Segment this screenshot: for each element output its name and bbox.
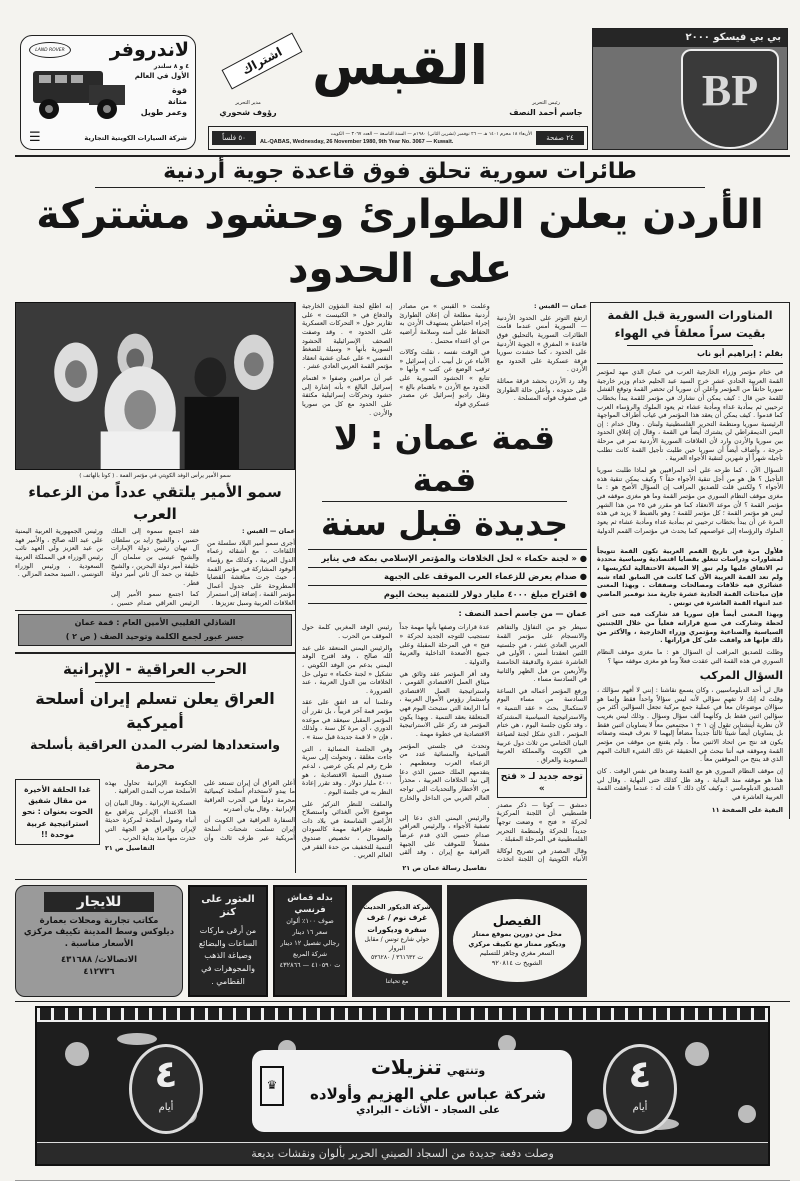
date-bar [208, 126, 588, 150]
summit-bullets [308, 549, 587, 604]
bullet-item [308, 549, 587, 567]
emir-headline: سمو الأمير يلتقي عدداً من الزعماء العرب [28, 483, 282, 523]
paragraph: السؤال الآن ، كما طرحه علي أحد المراقبين هو لماذا طلبت سوريا التأجيل ؟ هل هو من أجل تنقية الأجواء حقاً ؟ وكيف يمكن تنقية هذه الأجواء ؟ ولكنني قلت للصديق المراقب إن السؤال الأصح هو : ما مغزى موقف النظام السوري من مؤتمر القمة وما هو مغزى موقفه في مؤتمر القمة ؟ لأن موعد الانعقاد كما هو مقرر في ٢٥ من هذا الشهر ليس هو مؤتمر القمة ؛ كل مؤتمر للقمة ؛ وهو بالضبط لا يزيد في هذه المرة عن أن يبدأ بخطاب ترحيبي ثم بمأدبة غداء ومأدبة عشاء ثم يعود الملوك والرؤساء إلى عواصمهم كما يحدث في مؤتمرات القمم الدولية . [597, 466, 783, 544]
furniture-ad-title: شركة الديكور الحديث [363, 902, 431, 911]
column-headline-1: المناورات السورية قبل القمة [607, 308, 773, 322]
treasure-ad-body: من أرقى ماركات الساعات والبضائع وصياغة الذهب والمجوهرات في القطامي . [198, 925, 258, 986]
bullet-icon: ● [576, 589, 587, 600]
land-rover-ad [20, 35, 196, 150]
paragraph: وقال المصدر في تصريح لوكالة الأنباء الكويتية إن اللجنة اتخذت عدة قرارات وصفها بأنها مهمة جداً تستجيب للتوجه الجديد لحركة « فتح » في المرحلة المقبلة وعلى جميع الأصعدة الداخلية والعربية والدولية . [399, 623, 587, 864]
bullet-text: « لجنة حكماء » لحل الخلافات والمؤتمر الإسلامي بمكة في يناير [321, 553, 577, 564]
furniture-ad-oval [355, 891, 439, 974]
divider [15, 652, 295, 654]
paragraph: وتحدث في جلستي المؤتمر الصباحية والمسائية عدد من الزعماء العرب ومعظمهم ، يتقدمهم الملك حسين الذي دعا إلى نبذ الخلافات العربية ، محذراً من الأخطار والتحديات التي تواجه العالم العربي من الداخل والخارج . [399, 741, 490, 811]
bullet-item [308, 567, 587, 585]
paragraph: والرئيس اليمني الذي دعا إلى تصفية الأجواء ، والرئيس العراقي صدام حسين الذي قدم عرضاً مفصلاً للموقف على الجبهة العراقية مع إيران ، وقد ألقى رئيس الوفد المغربي كلمة حول الموقف من الحرب . [302, 623, 490, 857]
suit-ad [273, 885, 347, 997]
opinion-column [590, 302, 790, 819]
suit-ad-title: بدله قماش فرنسي [287, 892, 333, 915]
photo-caption: سمو الأمير يرأس الوفد الكويتي في مؤتمر القمة . ( كونا بالهاتف ) [79, 473, 231, 479]
war-story-row [15, 779, 295, 853]
countdown-unit: أيام [632, 1101, 648, 1113]
treasure-ad [188, 885, 268, 997]
faisal-ad-body: محل من دورين بموقع ممتاز وديكور ممتاز مع تكييف مركزي [468, 930, 566, 948]
managing-editor-label: مدير التحرير [235, 100, 261, 106]
column-sub-headline: السؤال المركب [699, 669, 783, 683]
land-rover-features [141, 86, 187, 118]
faisal-ad-phone: الشويخ ت ٩٢٠٨١٤ [491, 958, 543, 967]
notice-box [18, 614, 292, 646]
paragraph: في الوقت نفسه ، نقلت وكالات الأنباء عن تل أبيب ، أن إسرائيل « ترقب الوضع عن كثب » وأنها « تتابع » الحشود السورية على الحدود مع الأردن « باهتمام بالغ » ونقل راديو إسرائيل عن مصدر عسكري قوله [399, 348, 490, 409]
date-english: AL-QABAS, Wednesday, 26 November 1980, 9th Year No. 3067 — Kuwait. [260, 138, 454, 145]
faisal-ad-oval [453, 899, 581, 982]
bullet-item [308, 585, 587, 604]
divider [15, 610, 295, 611]
rent-ad-phone: ٤٣١٦٨٨ [60, 955, 93, 966]
paragraph: وعلمت « القبس » من مصادر أردنية مطلعة أن إعلان الطوارئ إجراء احتياطي يستهدف الأردن به الحفاظ على أمنه وسلامة أراضيه من أي اعتداء محتمل . [399, 302, 490, 345]
land-rover-badge: LAND ROVER [29, 42, 71, 58]
paragraph: كما اجتمع سمو الأمير إلى الرئيس العراقي صدام حسين ، ورئيس الجمهورية العربية اليمنية علي عبد الله صالح ، والأمير فهد بن عبد العزيز ولي العهد نائب رئيس الوزراء في المملكة العربية السعودية ، ورئيس الوزراء التونسي ، السيد محمد المزالي . [15, 527, 199, 608]
left-middle-area [15, 302, 587, 997]
price-label: ٥٠ فلساً [212, 131, 256, 145]
furniture-ad [352, 885, 442, 997]
rent-ad-phone: ٤١٢٧٣٦ [83, 967, 115, 978]
faisal-ad [447, 885, 587, 997]
bullet-text: صدام يعرض للزعماء العرب الموقف على الجبهة [383, 571, 577, 582]
left-column [15, 302, 295, 852]
land-rover-title: لاندروفر [109, 39, 189, 61]
paragraph: وبهذا المعنى أيضاً فإن سوريا قد شاركت فيه حتى آخر لحظة وشاركت في صنع قراراته فعلياً من خلال اللجنتين السياسية والصناعية ومؤتمري وزراء الخارجية ، والأكثر من ذلك فإنها قد وافقت على كل قراراتها . [597, 610, 783, 645]
emir-story-body [15, 527, 295, 608]
furniture-ad-note: مع تحياتنا [385, 977, 409, 985]
summit-headline-1: قمة عمان : لا قمة [322, 417, 567, 502]
paragraph: دمشق — كونا — ذكر مصدر فلسطيني أن اللجنة المركزية لحركة « فتح » وضعت توجهاً جديداً للحركة ولمنظمة التحرير الفلسطينية في المرحلة المقبلة . [496, 800, 587, 844]
masthead [0, 0, 800, 157]
editor-in-chief-label: رئيس التحرير [532, 100, 560, 106]
summit-byline: عمان — من جاسم أحمد النصف : [458, 609, 587, 619]
faisal-ad-title: الفيصل [492, 914, 542, 930]
paragraph: وظلت للصديق المراقب أن السؤال هو : ما مغزى موقف النظام السوري في هذه القمة التي عقدت فعلاً وما هو مغزى موقفه منها ؟ [597, 647, 783, 665]
suit-ad-line: صوف ١٠٠٪ ألوان [286, 916, 334, 925]
rent-ad-contacts [20, 954, 178, 978]
bp-logo-text: BP [701, 66, 759, 115]
rent-ad-title: للايجار [44, 892, 154, 912]
paragraph: قال لي أحد الدبلوماسيين ، وكان يسمع نقاشنا : إنني لا أفهم سؤالك ، وقلت له إنك لا تفهم سؤالي لأنه ليس سؤالاً واحداً فقط وإنما هو سؤالان موضوعان معاً في عملية جمع مركبة تجعل السؤالين أكثر من سؤالين اثنين فقط بل وكأنهما ألف سؤال وسؤال . وذلك ليس بغريب لأن نظرية أينشتاين تقول إن ١ + ١ مجتمعين معاً لا يساويان اثنين فقط بل يساويان أيضاً شيئاً ثالثاً جديداً مضافاً إليهما لا نعرف قيمته وصفاته يكون قد نتج من اتحاد الاثنين معاً . ولم يقتنع من موقف من مؤتمر القمة وموقفه فيه أننا نبحث في الحقيقة عن ذلك الشيء الثالث المهم الذي قد ينتج من الموقفين معاً . [597, 686, 783, 764]
notice-line: الشاذلي القليبي الأمين العام : قمة عمان [74, 617, 236, 627]
editor-in-chief [505, 100, 587, 118]
date-arabic: الأربعاء ١٨ محرم ١٤٠١ هـ — ٢٦ نوفمبر (تشرين الثاني) ١٩٨٠م — السنة التاسعة — العدد ٣٠٦٧ — الكويت [330, 131, 532, 137]
furniture-ad-body: غرف نوم / غرف سفرة وديكورات [366, 913, 428, 934]
furniture-ad-phones: ت ٣٦١٦٣٢ / ٥٣٦٢٨٠ [370, 953, 424, 961]
divider [15, 1001, 790, 1002]
countdown-badge-left [129, 1044, 203, 1134]
middle-column [295, 302, 587, 873]
bullet-text: اقتراح مبلغ ٤٠٠٠ مليار دولار للتنمية يبحث اليوم [383, 589, 577, 600]
series-text: غدا الحلقة الأخيرة من مقال شفيق الحوت بعنوان : نحو استراتيجية عربية موحدة !! [22, 784, 93, 839]
war-section-banner: الحرب العراقية - الإيرانية [63, 659, 247, 678]
dealer-logo-icon: ☰ [29, 130, 41, 145]
suit-ad-line: ت ٤١٠٥٩٠ — ٤٣٢٨٦٦ [279, 960, 341, 969]
paragraph: فلأول مرة في تاريخ القمم العربية تكون القمة تتويجاً لمشاورات ودراسات تتعلق بقضايا اقتصادية وسياسية محددة تم الاتفاق عليها ولم تبق إلا الصيغة الاحتفالية لتكريسها ، ولم تعد القمة العربية الآن كما كانت في السابق لقاء شبه عشائري فيه خلافات ومصالحات وصفقات . وبهذا المعنى فإن مباحثات القمة الحادية عشرة جارية منذ نوفمبر الماضي عند انتهاء القمة العاشرة في تونس . [597, 546, 783, 607]
feature: وعمر طويل [140, 107, 187, 117]
summit-photo [15, 302, 295, 470]
crown-crest-icon: ♛ [260, 1066, 284, 1106]
suit-ad-line: سعر ١٦ دينار [292, 927, 328, 936]
carpet-items: على السجاد - الأثاث - البرادي [356, 1104, 500, 1116]
paragraph: غير أن مراقبين وصفوا « اهتمام إسرائيل البالغ » بأنه إشارة إلى حشود وتحركات إسرائيلية مكثفة على الحدود مع كل من سوريا والأردن . [302, 374, 393, 417]
bp-ad [592, 28, 788, 150]
main-headline: الأردن يعلن الطوارئ وحشود مشتركة على الحدود [36, 192, 764, 292]
summit-continued: تفاصيل رسالة عمان ص ٢١ [402, 864, 487, 873]
paragraph: وعلمنا أنه قد اتفق على عقد مؤتمر قمة آخر قريباً ، بل تقرر أن المؤتمر المقبل سيعقد في موعده الدوري ، أي مرة كل سنة . ولذلك ، فإن « لا قمة جديدة قبل سنة » . [302, 698, 393, 742]
land-rover-tagline: الأول في العالم [134, 72, 189, 80]
notice-line: جسر عبور لجمع الكلمة وتوحيد الصف ( ص ٢ ) [65, 631, 245, 641]
bp-ad-title: بي بي فيسكو ٢٠٠٠ [593, 29, 787, 47]
column-headline-2: بقيت سراً معلقاً في الهواء [614, 326, 766, 340]
story-columns [15, 302, 587, 873]
series-box [15, 779, 100, 845]
war-headline-1: العراق يعلن تسلم إيران أسلحة أميركية [35, 688, 275, 732]
lead-story-body [302, 302, 587, 417]
feature: متانة [167, 96, 187, 106]
countdown-unit: أيام [158, 1101, 174, 1113]
paragraph: إن موقف النظام السوري هو مع القمة وضدها في نفس الوقت . كان هذا هو موقفه منذ البداية ، وقد ظل كذلك حتى النهاية . وقال لي الصديق الدبلوماسي : وكيف كان ذلك ؟ قلت له : عندما وافقت القمة العربية العاشرة في [597, 766, 783, 801]
managing-editor-name: رؤوف شحوري [219, 108, 277, 117]
column-body [597, 368, 783, 801]
carpet-footer: وصلت دفعة جديدة من السجاد الصيني الحرير بألوان ونقشات بديعة [37, 1142, 768, 1164]
greek-key-border [37, 1008, 768, 1022]
summit-headline-2: جديدة قبل سنة [320, 504, 569, 544]
sub-headline: توجه جديد لـ « فتح » [497, 768, 587, 798]
paragraph: في ختام مؤتمر وزراء الخارجية العرب في عمان الذي مهد لمؤتمر القمة العربية الحادي عشر خرج السيد عبد الحليم خدام وزير خارجية سوريا حانقاً من المؤتمر وأعلن أن سوريا لن تحضر القمة وتوقع الفشل للقمة حين قال : كيف يمكن أن نشارك في مؤتمر للقمة يبدأ بخطاب ترحيبي ثم بمأدبة غداء ومأدبة عشاء ثم يعود الملوك والرؤساء العرب كما قدموا . كيف يمكن أن يعقد هذا المؤتمر في غياب أطراف المواجهة الرئيسية سوريا ومنظمة التحرير الفلسطينية ولبنان . وقال خدام : إن اليمن الديمقراطي لن يشترك أيضاً في القمة ، وقال إن إغلاق الحدود بين سوريا والأردن وارد لأن العلاقات السورية الأردنية تمر في مرحلة حرجة ، وأضاف أيضاً أن سوريا حين طلبت تأجيل القمة كانت تطلب تأجيله شهراً أو شهرين لتنقية الأجواء العربية . [597, 368, 783, 463]
paragraph: ورفع المؤتمر أعماله في الساعة السادسة من مساء اليوم لاستكمال بحث « عقد التنمية » والاستراتيجية السياسية المشتركة ، وقد تكون جلسة اليوم ، هي ختام المؤتمر ، الذي شكل لجنة لصياغة البيان الختامي من ثلاث دول عربية هي الكويت والمملكة العربية السعودية والعراق . [496, 686, 587, 764]
feature: قوة [172, 86, 187, 95]
paragraph: والملفت للنظر التركيز على موضوع الأمن الغذائي واستصلاح الأراضي الشاسعة في بلاد ذات طبيعة جغرافية مهمة كالسودان والصومال ، تخصيص صندوق التنمية للتخفيف من حدة الفقر في العالم العربي . [302, 799, 393, 860]
newspaper-logo: القبس [311, 34, 488, 97]
main-grid [0, 302, 800, 997]
suit-ad-line: رجالي تفصيل ١٢ دينار [280, 938, 340, 947]
masthead-divider [15, 155, 790, 157]
paragraph: سيطر جو من التفاؤل والتفاهم والانسجام على مؤتمر القمة العربي العادي عشر ، في جلستيه اللتين انعقدتا أمس ، الأولى في العاشرة عشرة والدقيقة الخامسة والأربعين من قبل الظهر والثانية في السادسة مساء . [496, 623, 587, 684]
furniture-ad-address: حولي شارع تونس / مقابل البروار [364, 935, 430, 952]
paragraph: فقد اجتمع سموه إلى الملك حسين ، والشيخ زايد بن سلطان آل نهيان رئيس دولة الإمارات والشيخ عيسى بن سلمان آل خليفة أمير دولة البحرين ، والشيخ خليفة بن حمد آل ثاني أمير دولة قطر . [111, 527, 199, 587]
divider [95, 682, 215, 683]
war-story [105, 779, 295, 853]
suit-ad-line: شركة المربع [292, 949, 328, 958]
editor-in-chief-name: جاسم أحمد النصف [509, 108, 583, 117]
bp-shield-logo [681, 49, 779, 149]
page-count-label: ٢٤ صفحة [536, 131, 584, 145]
rent-ad [15, 885, 183, 997]
dateline: عمان — القبس : [242, 527, 295, 535]
bullet-icon: ● [576, 571, 587, 582]
date-lines [260, 131, 532, 146]
paragraph: إنه اطلع لجنة الشؤون الخارجية والدفاع في « الكنيست » على تقارير حول « التحركات العسكرية على الحدود » . وقد وصفت الصحف الإسرائيلية الحشود السورية بأنها « وسيلة للضغط النفسي » على عمان عشية انعقاد مؤتمر القمة العربي العادي عشر . [302, 302, 393, 371]
countdown-badge-right [603, 1044, 677, 1134]
paragraph: السفارة العراقية في الكويت أن إيران تسلمت شحنات أسلحة أمريكية عبر طرف ثالث وأن الحكومة الإيرانية تحاول بهذه الأسلحة ضرب المدن العراقية . [105, 778, 295, 842]
carpet-sale-ad [35, 1006, 770, 1166]
rent-ad-phones-label: الاتصالات/ [95, 955, 138, 966]
managing-editor [208, 100, 288, 118]
column-continued: البقية على الصفحة ١١ [711, 806, 783, 815]
carpet-ad-panel [252, 1050, 572, 1132]
paragraph: والرئيس اليمني المنعقد على عبد الله صالح ، وقد اقترح الوفد اليمني بدعم من الوفد الكويتي ، تشكيل « لجنة حكماء » تتولى حل الخلافات بين الدول العربية ، عند الضرورة . [302, 643, 393, 695]
paragraph: وقد أقر المؤتمر عقد وثائق هي ميثاق العمل الاقتصادي القومي ، واستراتيجية العمل الاقتصادي واستثمار رؤوس الأموال العربية ، أما الرابعة التي ستبحث اليوم فهي المتعلقة بعقد التنمية . وبهذا يكون المؤتمر قد ركز على الاستراتيجية الاقتصادية في خطوة مهمة . [399, 669, 490, 739]
headline-block [0, 157, 800, 296]
carpet-intro: وتنتهي [446, 1063, 486, 1077]
land-rover-dealer: شركة السيارات الكويتية التجارية [84, 134, 187, 142]
subscription-stamp: اشتراك [222, 33, 303, 90]
summit-story-body [302, 623, 587, 864]
war-continued: التفاصيل ص ٢١ [105, 843, 155, 852]
paragraph: ارتفع التوتر على الحدود الأردنية — السورية أمس عندما قامت الطائرات السورية بالتحليق فوق قاعدة « المفرق » الجوية الأردنية على الحدود ، كما حشدت سوريا فرقة عسكرية على الحدود مع الأردن . [496, 313, 587, 374]
carpet-title: تنزيلات [370, 1054, 442, 1079]
war-story-body [105, 779, 295, 844]
land-rover-models: ٤ و ٨ سلندر [153, 63, 189, 70]
countdown-number: ٤ [628, 1051, 652, 1096]
paragraph: أجرى سمو أمير البلاد سلسلة من اللقاءات ، مع أشقائه زعماء الدول العربية ، وكذلك مع رؤساء الوفود المشاركة في مؤتمر القمة ، حيث جرت مناقشة القضايا المطروحة على جدول أعمال مؤتمر القمة ، إضافة إلى استمرار العلاقات العربية وسبل تعزيزها . [207, 538, 295, 608]
jeep-illustration [29, 63, 129, 123]
kicker-headline: طائرات سورية تحلق فوق قاعدة جوية أردنية [95, 157, 705, 188]
ads-row [15, 879, 587, 997]
treasure-ad-title: العثور على كنز [201, 893, 255, 918]
paragraph: العسكرية الإيرانية . وقال البيان إن هذا الاعتداء الإيراني يترافق مع أنباء وصول أسلحة لمركزة حديثة لإيران والعراق هو الجهة التي حذرت منها منذ بداية الحرب . [105, 799, 196, 842]
divider [627, 345, 753, 346]
paragraph: أعلن العراق أن إيران تستعد على ما يبدو لاستخدام أسلحة كيميائية محرمة دولياً في الحرب العراقية الإيرانية . وقال بيان أصدرته [204, 778, 295, 813]
rent-ad-body: مكاتب تجارية ومحلات بعمارة ديلوكس وسط المدينة تكييف مركزي الأسعار مناسبة . [23, 915, 175, 949]
paragraph: وفي الجلسة المسائية ، التي جاءت مغلقة ، وتحولت إلى سرية طرح رقم لم يكن عرضي ، لدعم صندوق التنمية الاقتصادية ، هو ٤٠٠٠ مليار دولار . وقد تقرر إعادة النظر به في جلسة اليوم . [302, 744, 393, 796]
carpet-company: شركة عباس علي الهزيم وأولاده [310, 1084, 546, 1103]
faisal-ad-extra: السعر مغري وجاهز للتسليم [479, 949, 555, 958]
countdown-number: ٤ [154, 1051, 178, 1096]
war-headline-2: واستعدادها لضرب المدن العراقية بأسلحة محرمة [29, 736, 281, 772]
dateline: عمان — القبس : [534, 302, 587, 310]
column-byline: بقلم : إبراهيم أبو ناب [597, 348, 783, 364]
bullet-icon: ● [576, 553, 587, 564]
paragraph: وقد رد الأردن بحشد فرقة مماثلة على حدوده ، وأعلن حالة الطوارئ في صفوف قواته المسلحة . [496, 377, 587, 403]
